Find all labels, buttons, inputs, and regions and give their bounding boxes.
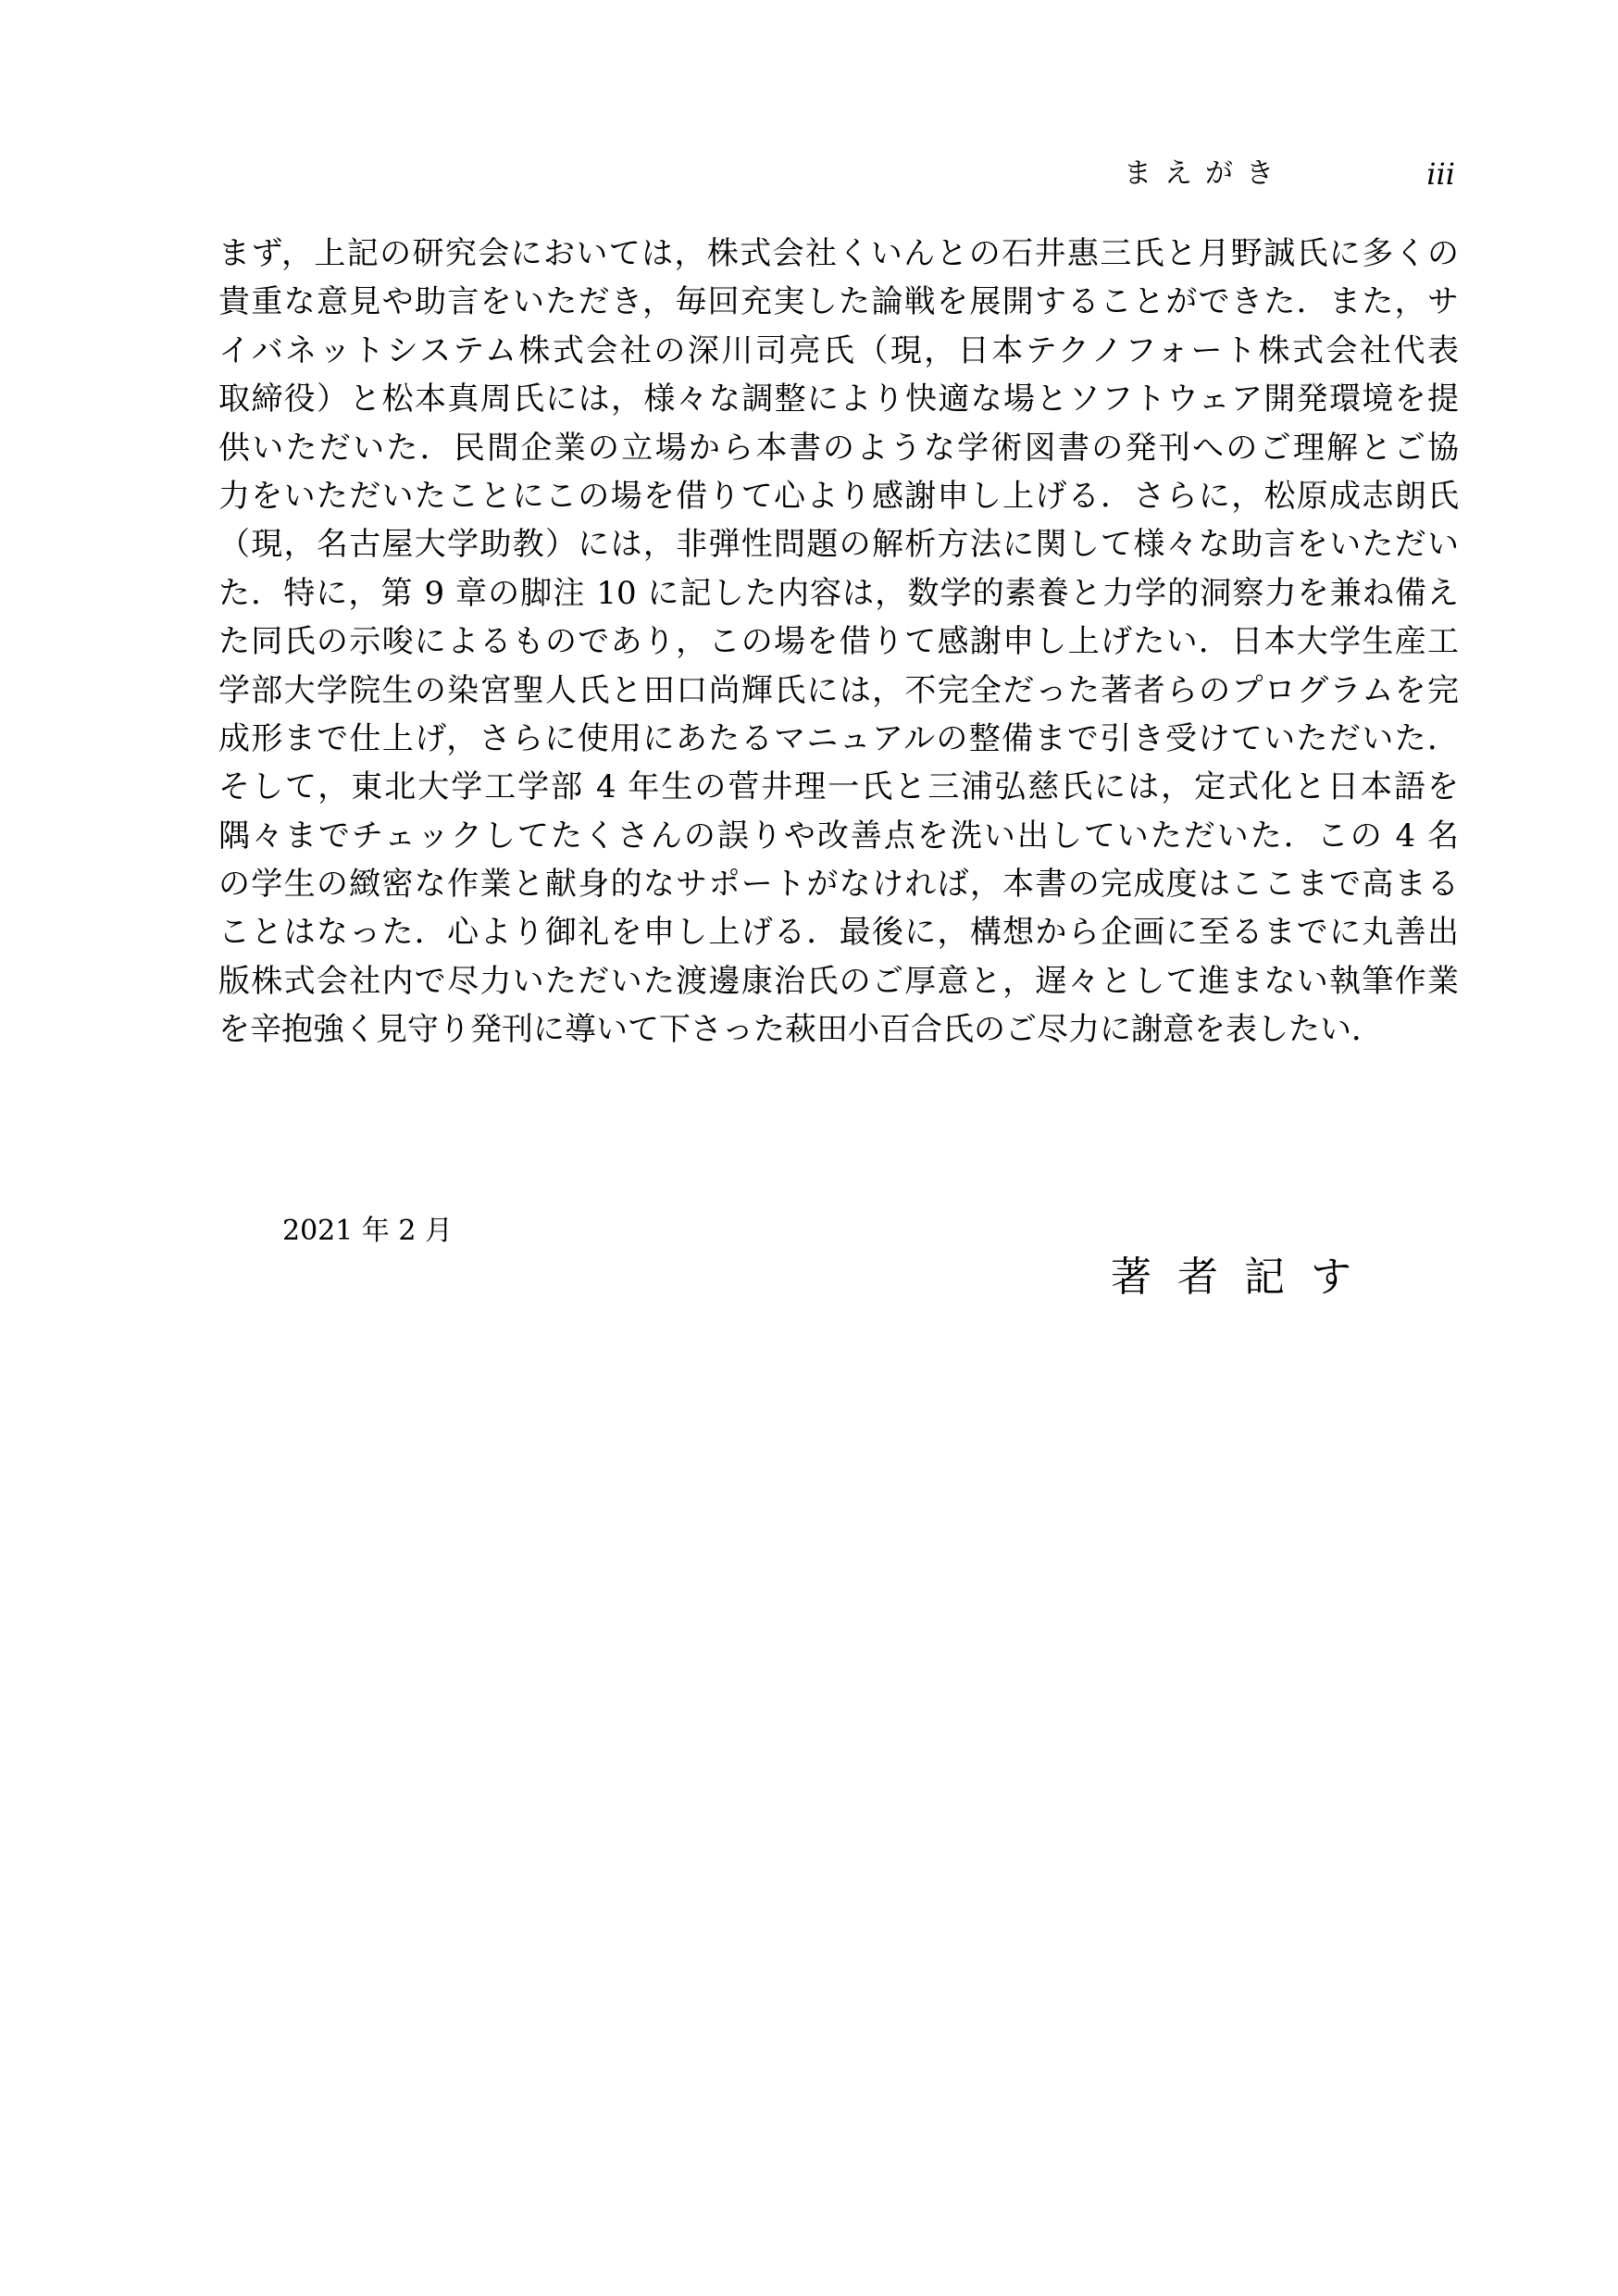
text-line: の学生の緻密な作業と献身的なサポートがなければ，本書の完成度はここまで高まる: [218, 866, 1459, 904]
text-line: 学部大学院生の染宮聖人氏と田口尚輝氏には，不完全だった著者らのプログラムを完: [218, 671, 1459, 709]
text-line: 版株式会社内で尽力いただいた渡邊康治氏のご厚意と，遅々として進まない執筆作業: [218, 962, 1459, 1000]
text-line: 貴重な意見や助言をいただき，毎回充実した論戦を展開することができた．また，サ: [218, 283, 1459, 321]
text-line: まず，上記の研究会においては，株式会社くいんとの石井惠三氏と月野誠氏に多くの: [218, 235, 1459, 272]
page-number: iii: [1426, 156, 1455, 192]
text-line: 取締役）と松本真周氏には，様々な調整により快適な場とソフトウェア開発環境を提: [218, 381, 1459, 418]
text-line-last: を辛抱強く見守り発刊に導いて下さった萩田小百合氏のご尽力に謝意を表したい．: [218, 1011, 1383, 1049]
text-line: 力をいただいたことにこの場を借りて心より感謝申し上げる．さらに，松原成志朗氏: [218, 477, 1459, 515]
text-line: 成形まで仕上げ，さらに使用にあたるマニュアルの整備まで引き受けていただいた．: [218, 719, 1459, 757]
body-paragraph: [218, 230, 1459, 1054]
text-line: 隅々までチェックしてたくさんの誤りや改善点を洗い出していただいた．この 4 名: [218, 817, 1459, 855]
text-line: た．特に，第 9 章の脚注 10 に記した内容は，数学的素養と力学的洞察力を兼ね備え: [218, 574, 1459, 612]
date-line: 2021 年 2 月: [282, 1215, 454, 1247]
text-line: た同氏の示唆によるものであり，この場を借りて感謝申し上げたい．日本大学生産工: [218, 623, 1459, 661]
text-line: （現，名古屋大学助教）には，非弾性問題の解析方法に関して様々な助言をいただい: [218, 526, 1459, 564]
text-line: ことはなった．心より御礼を申し上げる．最後に，構想から企画に至るまでに丸善出: [218, 914, 1459, 952]
author-signature: 著者記す: [1111, 1254, 1377, 1301]
text-line: そして，東北大学工学部 4 年生の菅井理一氏と三浦弘慈氏には，定式化と日本語を: [218, 768, 1459, 806]
section-title: まえがき: [1124, 157, 1287, 190]
text-line: イバネットシステム株式会社の深川司亮氏（現，日本テクノフォート株式会社代表: [218, 331, 1459, 369]
text-line: 供いただいた．民間企業の立場から本書のような学術図書の発刊へのご理解とご協: [218, 429, 1459, 467]
running-head: [1111, 156, 1455, 193]
